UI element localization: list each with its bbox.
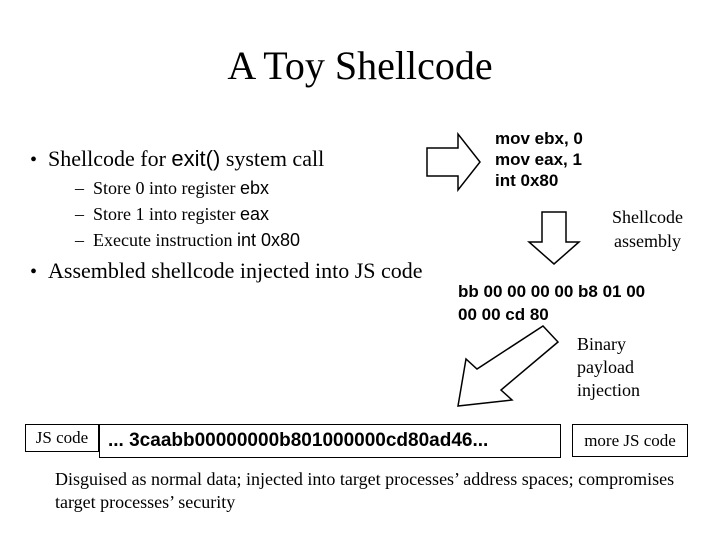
subitem-text: Store 1 into register: [93, 204, 240, 224]
bullet1-text: Shellcode for: [48, 146, 172, 171]
bullet1-code: exit(): [171, 146, 221, 171]
bullet2-text: Assembled shellcode injected into JS code: [48, 258, 423, 283]
down-arrow-icon: [529, 212, 579, 264]
payload-label-line: injection: [577, 380, 640, 400]
dash: –: [75, 178, 84, 198]
subitem-text: Store 0 into register: [93, 178, 240, 198]
assembly-line: mov eax, 1: [495, 150, 582, 169]
payload-label-line: payload: [577, 357, 634, 377]
subitem-code: ebx: [239, 178, 270, 198]
down-left-arrow-icon: [458, 326, 558, 406]
assembly-line: int 0x80: [495, 171, 559, 190]
bullet-dot: •: [30, 149, 38, 171]
bullet-dot: •: [30, 261, 38, 283]
js-code-payload: bb00000000b801000000cd80: [171, 430, 430, 451]
js-code-suffix: ad46...: [429, 430, 489, 451]
dash: –: [75, 204, 84, 224]
dash: –: [75, 230, 84, 250]
more-js-code-box: [572, 424, 688, 457]
assembly-label-line: assembly: [613, 231, 681, 251]
summary-text: Disguised as normal data; injected into target processes’ address spaces; compromises target processes’ security: [55, 469, 675, 512]
js-code-box: [99, 424, 561, 458]
bytes-line: bb 00 00 00 00 b8 01 00: [458, 282, 646, 301]
subitem-text: Execute instruction: [93, 230, 237, 250]
subitem-code: eax: [239, 204, 270, 224]
bytes-line: 00 00 cd 80: [458, 305, 549, 324]
subitem-code: int 0x80: [236, 230, 301, 250]
payload-label-line: Binary: [577, 334, 626, 354]
assembly-label-line: Shellcode: [612, 207, 683, 227]
right-arrow-icon: [427, 134, 480, 190]
more-js-code-label: more JS code: [584, 431, 676, 450]
js-code-label: JS code: [35, 428, 89, 447]
js-code-prefix: ... 3caa: [108, 430, 172, 451]
bullet1-text-after: system call: [220, 146, 325, 171]
slide-title: A Toy Shellcode: [227, 43, 493, 88]
js-code-label-box: [25, 424, 99, 452]
assembly-line: mov ebx, 0: [495, 129, 583, 148]
